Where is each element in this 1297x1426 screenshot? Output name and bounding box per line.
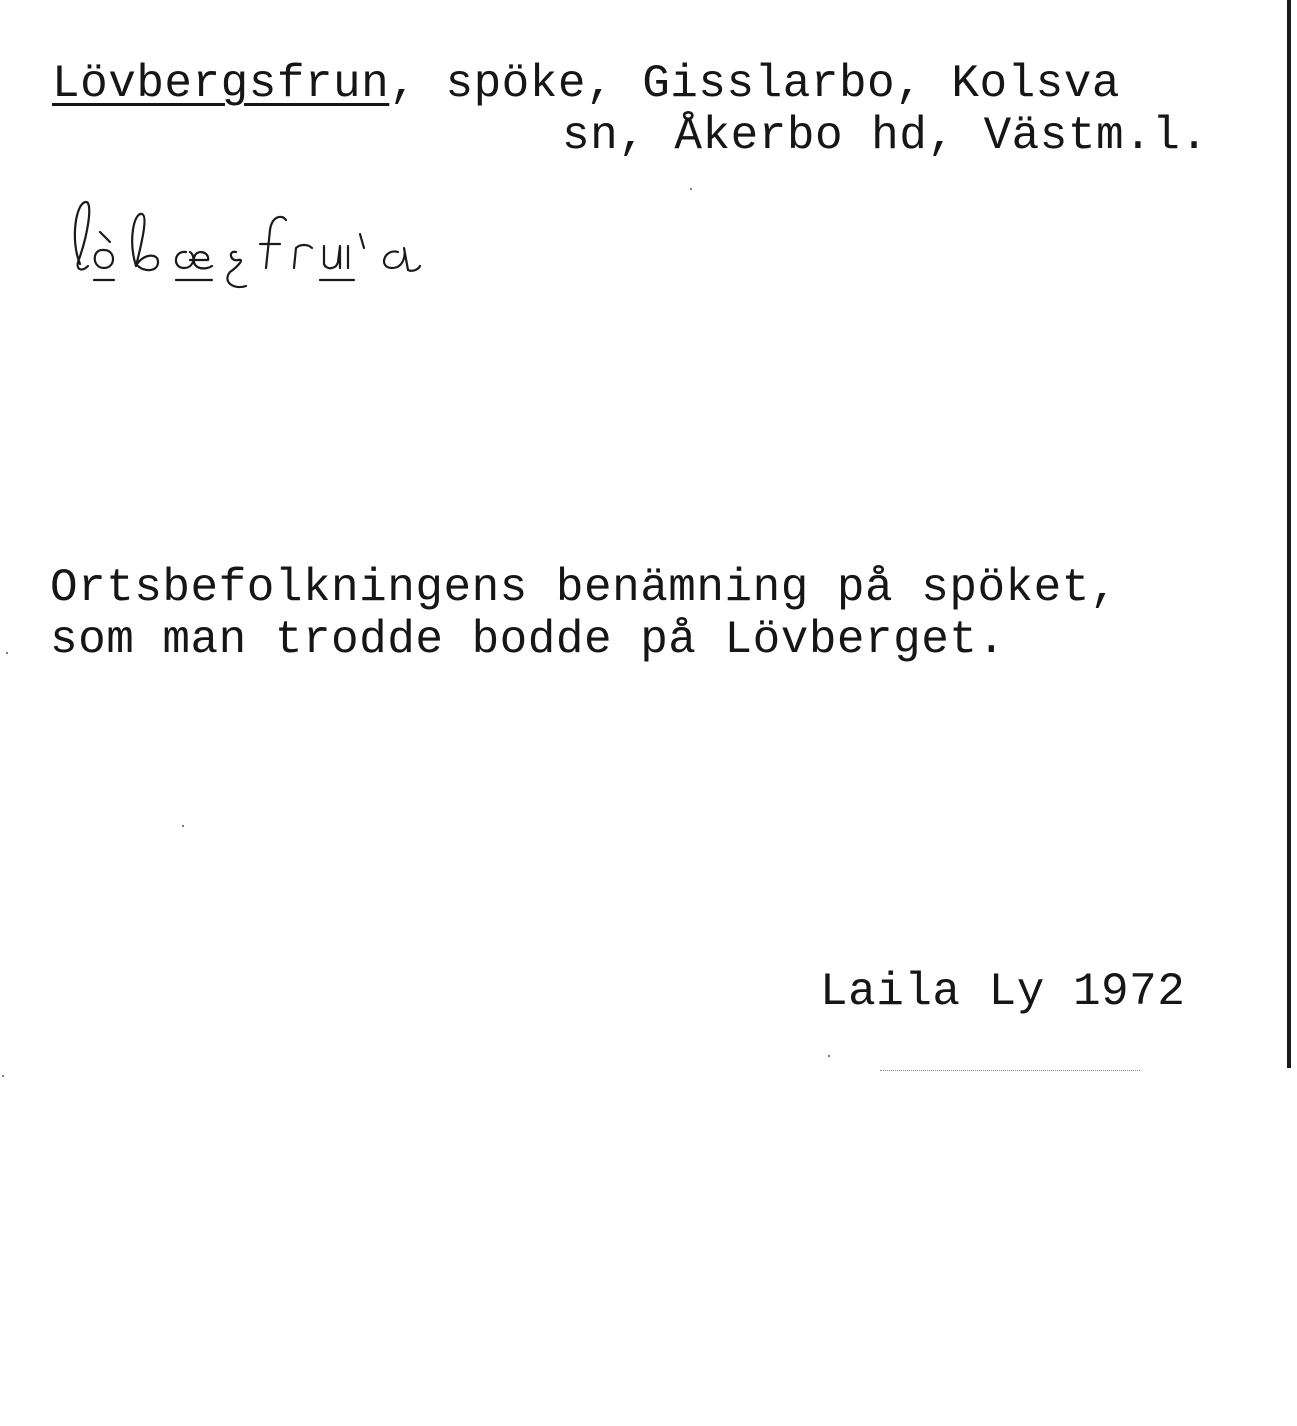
scan-artifact-line: [880, 1070, 1140, 1072]
phonetic-transcription-handwriting: [62, 190, 432, 300]
headword: Lövbergsfrun: [52, 58, 390, 110]
header-line-1: [52, 58, 1120, 110]
header-rest-line-1: , spöke, Gisslarbo, Kolsva: [389, 58, 1120, 110]
scan-speck: [690, 188, 692, 190]
scan-speck: [828, 1055, 830, 1057]
scan-speck: [182, 825, 184, 827]
scan-speck: [6, 652, 8, 654]
body-line-2: som man trodde bodde på Lövberget.: [50, 614, 1006, 666]
header-line-2: sn, Åkerbo hd, Västm.l.: [562, 110, 1209, 162]
scan-speck: [2, 1075, 4, 1077]
body-line-1: Ortsbefolkningens benämning på spöket,: [50, 562, 1118, 614]
card-edge-line: [1287, 0, 1291, 1068]
signature: Laila Ly 1972: [820, 966, 1186, 1018]
